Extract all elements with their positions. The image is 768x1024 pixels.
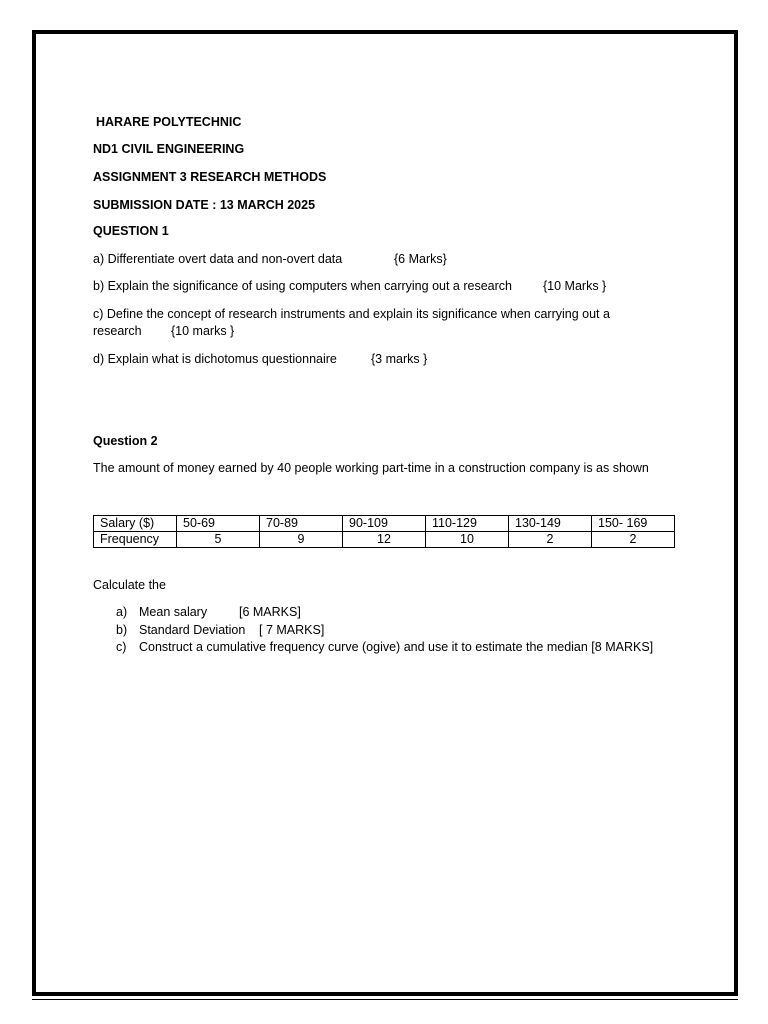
- task-text: Construct a cumulative frequency curve (ogive) and use it to estimate the median [8 MARKS]: [139, 640, 654, 654]
- table-cell: 70-89: [260, 516, 343, 532]
- table-cell: 130-149: [509, 516, 592, 532]
- task-letter: a): [116, 605, 128, 619]
- program-name: ND1 CIVIL ENGINEERING: [93, 142, 245, 156]
- question1-item-c-marks: {10 marks }: [171, 324, 235, 338]
- task-item-a: [116, 604, 207, 620]
- table-cell: 10: [426, 532, 509, 548]
- task-item-b-marks: [ 7 MARKS]: [259, 623, 325, 637]
- question2-title: Question 2: [93, 434, 158, 448]
- question1-item-d: d) Explain what is dichotomus questionnaire: [93, 352, 337, 366]
- table-row-header: Frequency: [94, 532, 177, 548]
- table-cell: 90-109: [343, 516, 426, 532]
- salary-frequency-table: [93, 515, 675, 548]
- submission-date: SUBMISSION DATE : 13 MARCH 2025: [93, 198, 316, 212]
- table-cell: 2: [509, 532, 592, 548]
- table-row: [94, 532, 675, 548]
- table-cell: 2: [592, 532, 675, 548]
- institution-name: HARARE POLYTECHNIC: [96, 115, 242, 129]
- question2-intro: The amount of money earned by 40 people working part-time in a construction company is as shown: [93, 461, 649, 475]
- table-cell: 110-129: [426, 516, 509, 532]
- task-letter: c): [116, 640, 127, 654]
- question1-item-c: c) Define the concept of research instruments and explain its significance when carrying out a: [93, 307, 610, 321]
- table-cell: 9: [260, 532, 343, 548]
- task-item-c: [116, 639, 653, 655]
- question1-item-d-marks: {3 marks }: [371, 352, 428, 366]
- task-text: Mean salary: [139, 605, 208, 619]
- assignment-title: ASSIGNMENT 3 RESEARCH METHODS: [93, 170, 327, 184]
- table-cell: 150- 169: [592, 516, 675, 532]
- table-row: [94, 516, 675, 532]
- calculate-prompt: Calculate the: [93, 578, 166, 592]
- task-text: Standard Deviation: [139, 623, 246, 637]
- question1-item-c-continued: research: [93, 324, 142, 338]
- task-letter: b): [116, 623, 128, 637]
- question1-title: QUESTION 1: [93, 224, 169, 238]
- question1-item-a: a) Differentiate overt data and non-overt data: [93, 252, 343, 266]
- table-cell: 50-69: [177, 516, 260, 532]
- table-cell: 12: [343, 532, 426, 548]
- table-row-header: Salary ($): [94, 516, 177, 532]
- task-item-a-marks: [6 MARKS]: [239, 605, 301, 619]
- task-item-b: [116, 622, 245, 638]
- question1-item-b: b) Explain the significance of using computers when carrying out a research: [93, 279, 512, 293]
- table-cell: 5: [177, 532, 260, 548]
- question1-item-a-marks: {6 Marks}: [394, 252, 447, 266]
- question1-item-b-marks: {10 Marks }: [543, 279, 607, 293]
